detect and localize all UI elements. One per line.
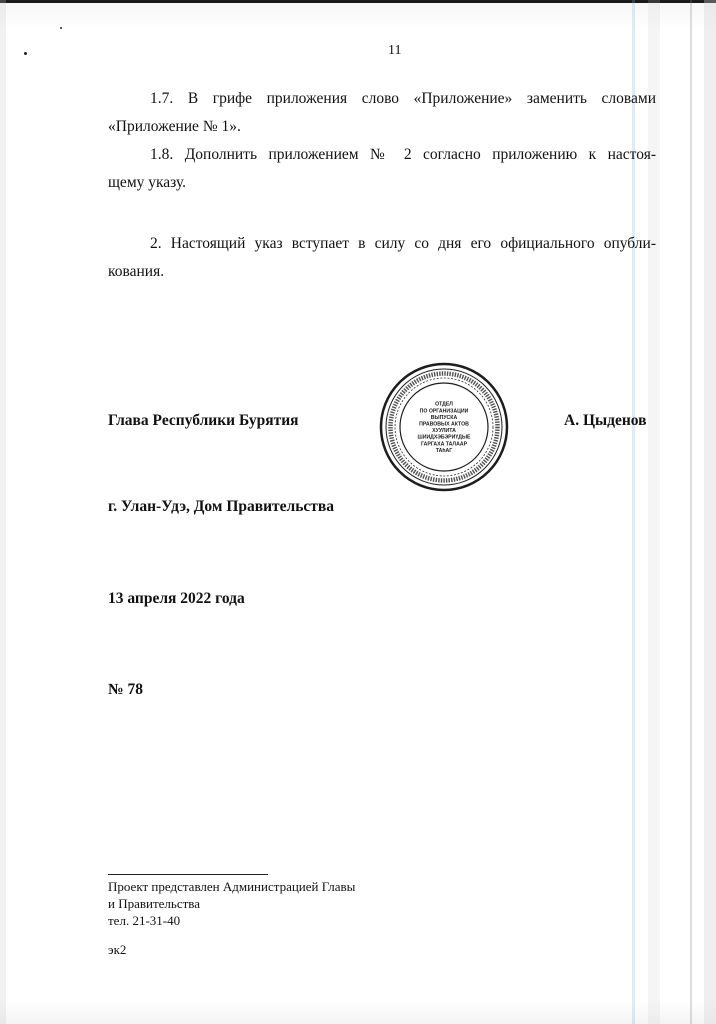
- scan-artifact-strip: [704, 0, 716, 1024]
- paragraph-line: щему указу.: [108, 174, 187, 191]
- paragraph-line: 2. Настоящий указ вступает в силу со дня его официального опубли-: [150, 235, 656, 252]
- signatory-name: А. Цыденов: [564, 412, 647, 429]
- footnote-code: эк2: [108, 942, 127, 957]
- scan-top-border: [0, 0, 716, 3]
- footnote-line: тел. 21-31-40: [108, 913, 181, 928]
- document-date: 13 апреля 2022 года: [108, 590, 245, 607]
- scan-artifact-strip: [0, 0, 6, 1024]
- footnote-line: и Правительства: [108, 896, 201, 911]
- signatory-position: Глава Республики Бурятия: [108, 412, 299, 429]
- place-of-signing: г. Улан-Удэ, Дом Правительства: [108, 498, 335, 515]
- paragraph-1-8: [108, 141, 656, 197]
- paragraph-2: [108, 230, 656, 286]
- seal-text-line: ШИИДХЭБЭРИҮДЫЕ: [417, 434, 471, 441]
- paragraph-line: «Приложение № 1».: [108, 118, 241, 135]
- seal-text-line: ГАРГАХА ТАЛААР: [420, 441, 468, 448]
- seal-text-line: ПРАВОВЫХ АКТОВ: [419, 421, 469, 428]
- seal-text-line: ТАһАГ: [435, 447, 453, 454]
- page-number: 11: [388, 43, 402, 58]
- seal-text-line: ХУУЛИТА: [432, 428, 456, 435]
- scan-speck: [24, 52, 27, 55]
- seal-text-line: ОТДЕЛ: [435, 401, 453, 408]
- paragraph-line: 1.7. В грифе приложения слово «Приложение» заменить словами: [150, 90, 656, 107]
- seal-text-line: ВЫПУСКА: [430, 414, 458, 421]
- scan-speck: [60, 27, 62, 29]
- seal-text-line: ПО ОРГАНИЗАЦИИ: [419, 408, 469, 415]
- paragraph-line: кования.: [108, 263, 165, 280]
- scan-artifact-strip: [690, 0, 692, 1024]
- footnote-line: Проект представлен Администрацией Главы: [108, 879, 356, 894]
- footnote-divider: [108, 874, 268, 875]
- paragraph-1-7: [108, 85, 656, 141]
- official-seal: [377, 360, 511, 494]
- paragraph-line: 1.8. Дополнить приложением № 2 согласно приложению к настоя-: [150, 146, 656, 163]
- document-number: № 78: [108, 681, 143, 698]
